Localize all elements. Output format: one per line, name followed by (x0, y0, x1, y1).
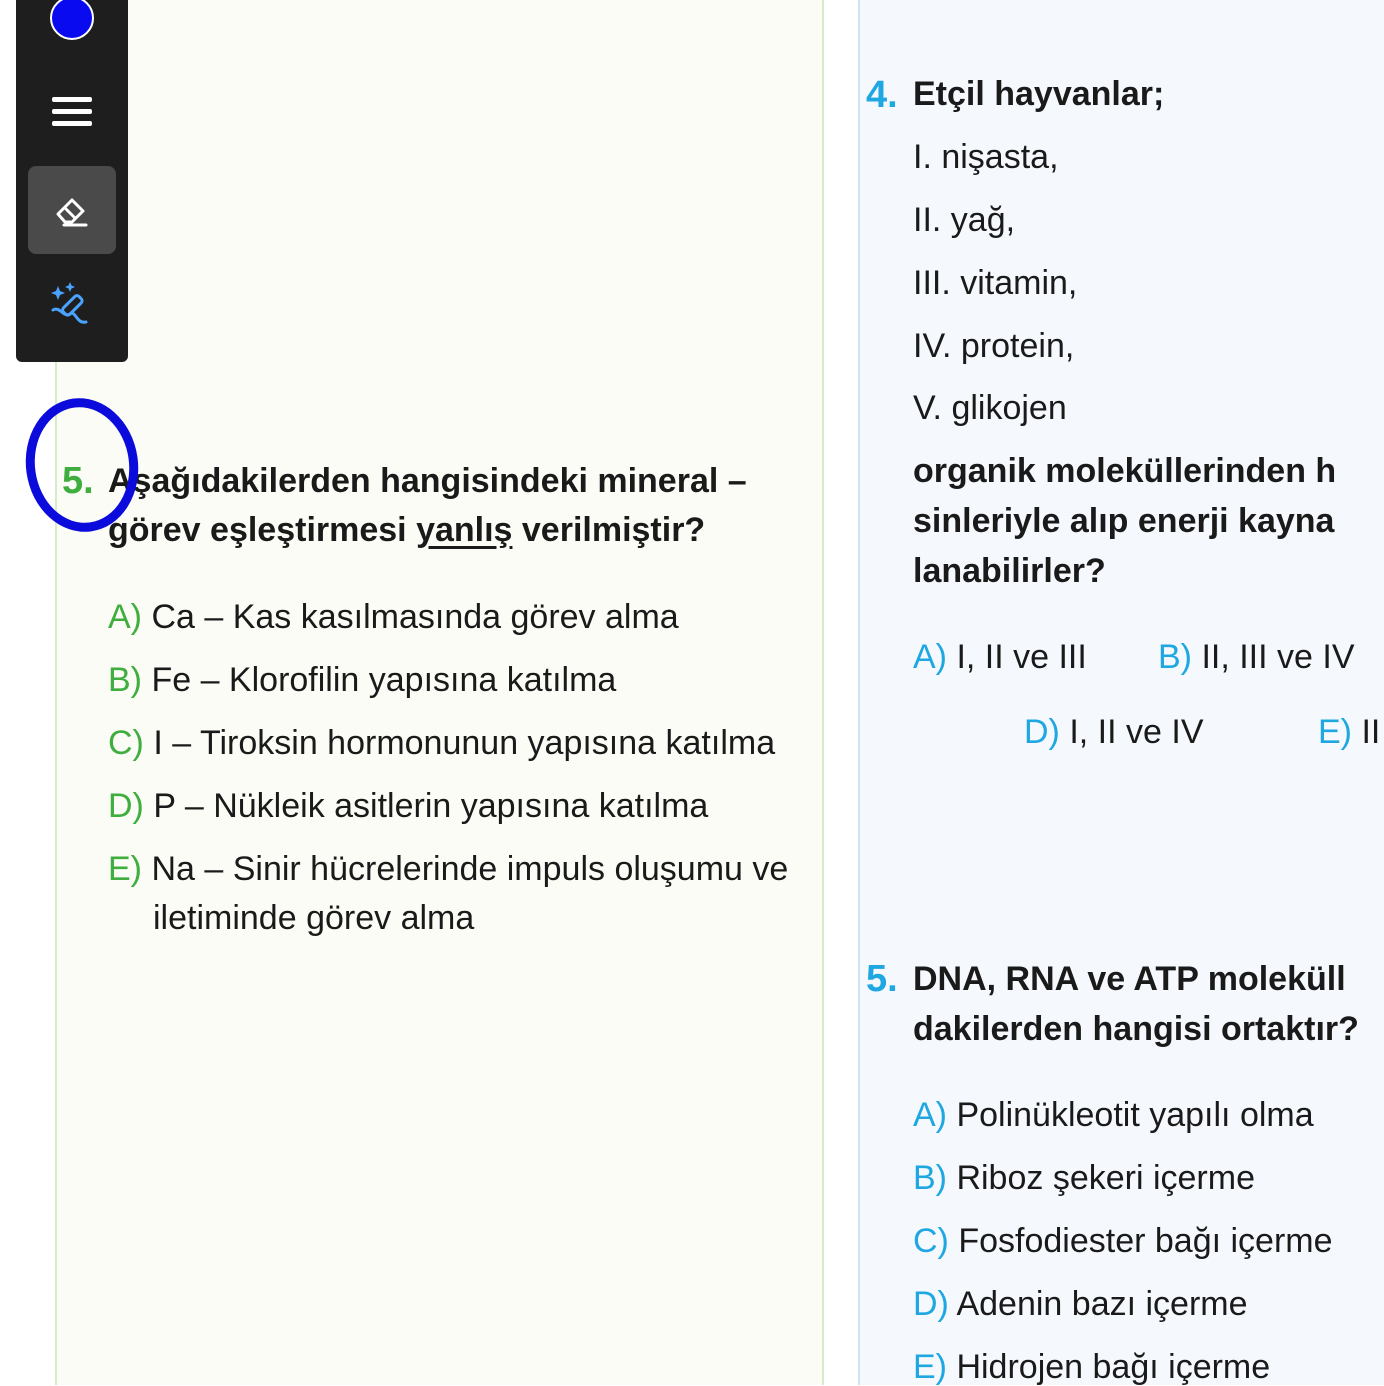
option-b[interactable]: B) Fe – Klorofilin yapısına katılma (108, 661, 617, 699)
option-d[interactable]: D) Adenin bazı içerme (913, 1285, 1248, 1323)
question-title: Etçil hayvanlar; (913, 75, 1165, 113)
option-a[interactable]: A) I, II ve III (913, 638, 1087, 676)
question-stem-line-2: görev eşleştirmesi yanlış verilmiştir? (108, 511, 706, 549)
question-number: 4. (866, 74, 898, 116)
option-c[interactable]: C) I – Tiroksin hormonunun yapısına katılma (108, 724, 776, 762)
option-e[interactable]: E) II (1318, 713, 1381, 751)
question-number: 5. (866, 958, 898, 1000)
option-a[interactable]: A) Polinükleotit yapılı olma (913, 1096, 1314, 1134)
eraser-button[interactable] (28, 166, 116, 254)
option-d[interactable]: D) P – Nükleik asitlerin yapısına katılma (108, 787, 709, 825)
question-stem-line-1: Aşağıdakilerden hangisindeki mineral – (108, 462, 747, 500)
option-e-continued: iletiminde görev alma (153, 899, 475, 937)
option-a[interactable]: A) Ca – Kas kasılmasında görev alma (108, 598, 679, 636)
list-item: V. glikojen (913, 389, 1067, 427)
question-stem-line-1: DNA, RNA ve ATP moleküll (913, 960, 1346, 998)
option-b[interactable]: B) Riboz şekeri içerme (913, 1159, 1255, 1197)
option-b[interactable]: B) II, III ve IV (1158, 638, 1355, 676)
emphasis-word: yanlış (416, 511, 513, 549)
question-stem-line-1: organik moleküllerinden h (913, 452, 1337, 490)
question-stem-line-2: sinleriyle alıp enerji kayna (913, 502, 1335, 540)
list-item: III. vitamin, (913, 264, 1078, 302)
magic-pen-button[interactable] (50, 280, 94, 328)
option-c[interactable]: C) Fosfodiester bağı içerme (913, 1222, 1333, 1260)
list-item: IV. protein, (913, 327, 1075, 365)
question-stem-line-2: dakilerden hangisi ortaktır? (913, 1010, 1359, 1048)
question-number: 5. (62, 460, 94, 502)
list-item: I. nişasta, (913, 138, 1059, 176)
eraser-icon (52, 190, 92, 230)
annotation-toolbar (16, 0, 128, 362)
list-item: II. yağ, (913, 201, 1016, 239)
color-swatch-button[interactable] (50, 0, 94, 40)
menu-icon[interactable] (52, 97, 92, 133)
question-stem-line-3: lanabilirler? (913, 552, 1106, 590)
magic-wand-icon (50, 280, 94, 328)
option-e[interactable]: E) Na – Sinir hücrelerinde impuls oluşumu ve (108, 850, 789, 888)
option-e[interactable]: E) Hidrojen bağı içerme (913, 1348, 1271, 1386)
option-d[interactable]: D) I, II ve IV (1024, 713, 1204, 751)
